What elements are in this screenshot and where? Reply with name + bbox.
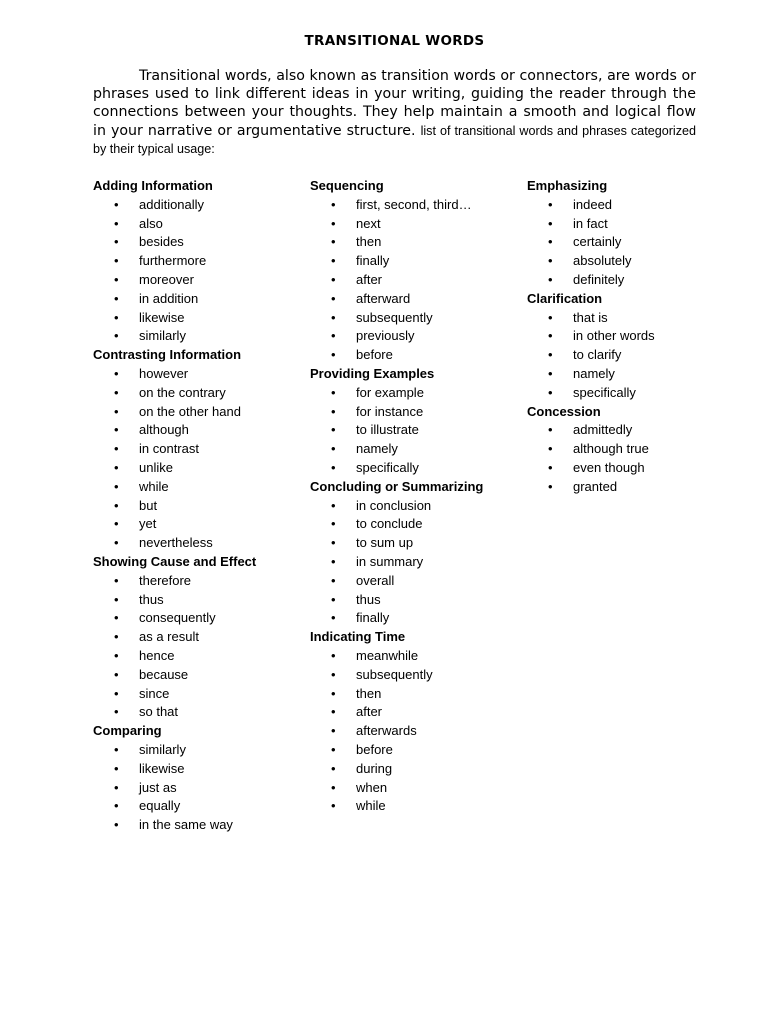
list-item: • as a result: [93, 628, 293, 647]
list-item: • to illustrate: [310, 421, 510, 440]
section-item-list: [93, 365, 293, 553]
section-heading: Concession: [527, 403, 601, 419]
list-item: • in addition: [93, 290, 293, 309]
section-item-list: [93, 741, 293, 835]
list-item: • furthermore: [93, 252, 293, 271]
list-item: • finally: [310, 609, 510, 628]
section-heading: Showing Cause and Effect: [93, 553, 257, 569]
list-item: • yet: [93, 515, 293, 534]
section-heading: Contrasting Information: [93, 347, 242, 363]
list-item: • first, second, third…: [310, 196, 510, 215]
list-item: • likewise: [93, 309, 293, 328]
section-item-list: [310, 497, 510, 629]
list-item: • namely: [527, 365, 727, 384]
list-item: • on the contrary: [93, 384, 293, 403]
list-item: • thus: [93, 591, 293, 610]
list-item: • nevertheless: [93, 534, 293, 553]
list-item: • definitely: [527, 271, 727, 290]
list-item: • after: [310, 271, 510, 290]
list-item: • hence: [93, 647, 293, 666]
list-item: • likewise: [93, 760, 293, 779]
section-heading: Comparing: [93, 723, 162, 739]
list-item: • admittedly: [527, 421, 727, 440]
list-item: • afterwards: [310, 722, 510, 741]
list-item: • also: [93, 215, 293, 234]
list-item: • then: [310, 685, 510, 704]
list-item: • after: [310, 703, 510, 722]
list-item: • additionally: [93, 196, 293, 215]
section-heading: Indicating Time: [310, 629, 406, 645]
list-item: • but: [93, 497, 293, 516]
document-title: TRANSITIONAL WORDS: [304, 33, 485, 49]
list-item: • previously: [310, 327, 510, 346]
list-item: • namely: [310, 440, 510, 459]
list-item: • overall: [310, 572, 510, 591]
section-item-list: [527, 196, 727, 290]
section-heading: Emphasizing: [527, 178, 608, 193]
list-item: • subsequently: [310, 666, 510, 685]
list-item: • specifically: [527, 384, 727, 403]
list-item: • for instance: [310, 403, 510, 422]
list-item: • similarly: [93, 741, 293, 760]
section-heading: Clarification: [527, 290, 603, 306]
document-page: [93, 31, 696, 833]
list-item: • although true: [527, 440, 727, 459]
list-item: • even though: [527, 459, 727, 478]
list-item: • to conclude: [310, 515, 510, 534]
section-item-list: [93, 196, 293, 346]
list-item: • on the other hand: [93, 403, 293, 422]
list-item: • unlike: [93, 459, 293, 478]
list-item: • subsequently: [310, 309, 510, 328]
list-item: • while: [93, 478, 293, 497]
column-3: [527, 177, 727, 497]
list-item: • meanwhile: [310, 647, 510, 666]
list-item: • to clarify: [527, 346, 727, 365]
list-item: • in conclusion: [310, 497, 510, 516]
intro-tail-text: list of transitional words and phrases categorized by their typical usage:: [93, 123, 696, 156]
section-item-list: [310, 647, 510, 816]
list-item: • afterward: [310, 290, 510, 309]
intro-main-text: Transitional words, also known as transition words or connectors, are words or phrases used to link different ideas in your writing, guiding the reader through the connections between your thoughts. They help maintain a smooth and logical flow in your narrative or argumentative structure.: [93, 68, 696, 139]
section-item-list: [310, 196, 510, 365]
list-item: • finally: [310, 252, 510, 271]
section-item-list: [527, 309, 727, 403]
list-item: • thus: [310, 591, 510, 610]
section-heading: Concluding or Summarizing: [310, 478, 484, 494]
section-item-list: [527, 421, 727, 496]
list-item: • in other words: [527, 327, 727, 346]
list-item: • however: [93, 365, 293, 384]
list-item: • in contrast: [93, 440, 293, 459]
section-item-list: [310, 384, 510, 478]
list-item: • similarly: [93, 327, 293, 346]
list-item: • since: [93, 685, 293, 704]
list-item: • before: [310, 346, 510, 365]
list-item: • for example: [310, 384, 510, 403]
list-item: • granted: [527, 478, 727, 497]
list-item: • next: [310, 215, 510, 234]
list-item: • while: [310, 797, 510, 816]
list-item: • during: [310, 760, 510, 779]
list-item: • before: [310, 741, 510, 760]
list-item: • indeed: [527, 196, 727, 215]
list-item: • certainly: [527, 233, 727, 252]
list-item: • so that: [93, 703, 293, 722]
list-item: • when: [310, 779, 510, 798]
list-item: • just as: [93, 779, 293, 798]
intro-paragraph: [93, 67, 696, 158]
list-item: • therefore: [93, 572, 293, 591]
list-item: • to sum up: [310, 534, 510, 553]
section-heading: Adding Information: [93, 178, 213, 193]
list-item: • besides: [93, 233, 293, 252]
column-1: [93, 177, 293, 835]
list-item: • specifically: [310, 459, 510, 478]
list-item: • equally: [93, 797, 293, 816]
list-item: • in summary: [310, 553, 510, 572]
list-item: • consequently: [93, 609, 293, 628]
list-item: • because: [93, 666, 293, 685]
list-item: • then: [310, 233, 510, 252]
section-heading: Providing Examples: [310, 365, 435, 381]
section-item-list: [93, 572, 293, 722]
list-item: • moreover: [93, 271, 293, 290]
column-2: [310, 177, 510, 816]
list-item: • that is: [527, 309, 727, 328]
section-heading: Sequencing: [310, 178, 384, 193]
list-item: • in fact: [527, 215, 727, 234]
list-item: • although: [93, 421, 293, 440]
list-item: • in the same way: [93, 816, 293, 835]
list-item: • absolutely: [527, 252, 727, 271]
